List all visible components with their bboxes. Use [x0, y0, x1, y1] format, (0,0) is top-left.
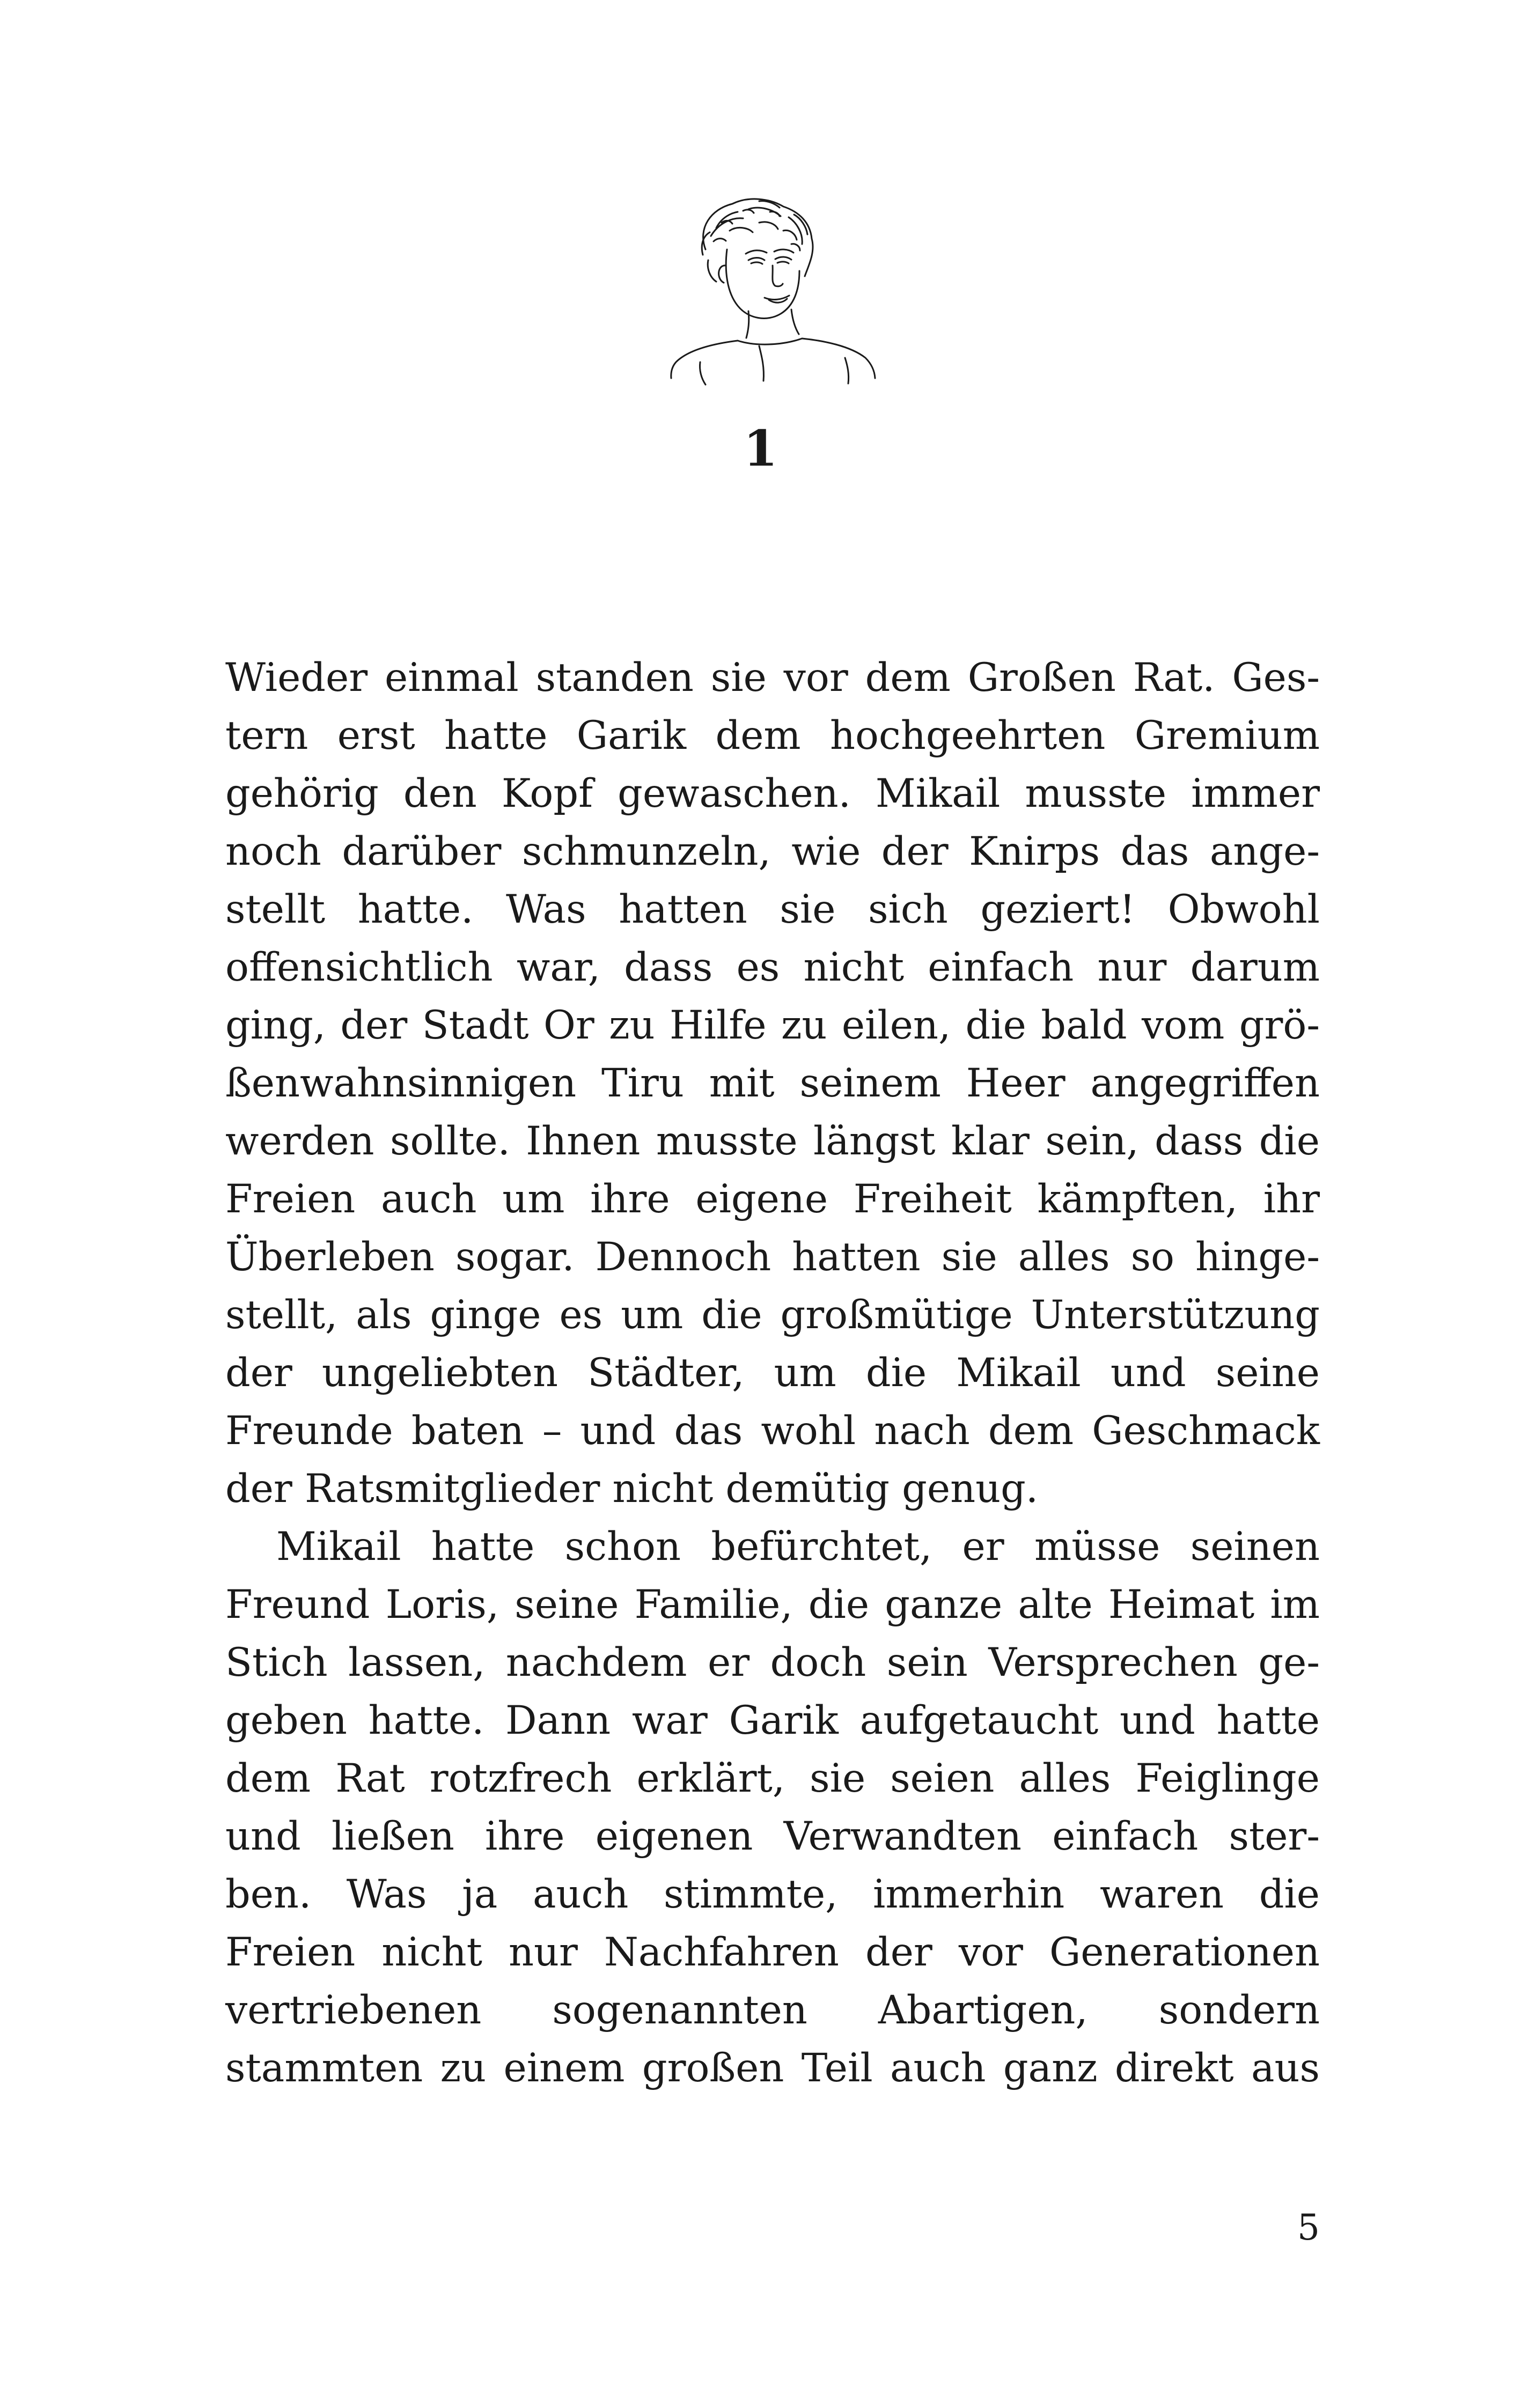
text-line: stammten zu einem großen Teil auch ganz direkt aus: [225, 2045, 1320, 2091]
text-line: vertriebenen sogenannten Abartigen, sondern: [225, 1987, 1320, 2033]
text-line: Stich lassen, nachdem er doch sein Versprechen ge-: [225, 1640, 1320, 1685]
text-line: Freunde baten – und das wohl nach dem Geschmack: [225, 1408, 1320, 1454]
text-line: und ließen ihre eigenen Verwandten einfach ster-: [225, 1814, 1320, 1859]
portrait-sketch-icon: [668, 185, 877, 389]
text-line: stellt, als ginge es um die großmütige Unterstützung: [225, 1292, 1320, 1338]
paragraph: [225, 1518, 1320, 2097]
text-line: der ungeliebten Städter, um die Mikail und seine: [225, 1350, 1320, 1396]
text-line: Mikail hatte schon befürchtet, er müsse seinen: [276, 1524, 1320, 1570]
text-line: ßenwahnsinnigen Tiru mit seinem Heer angegriffen: [225, 1061, 1320, 1106]
text-line: Freund Loris, seine Familie, die ganze alte Heimat im: [225, 1582, 1320, 1628]
text-line: werden sollte. Ihnen musste längst klar sein, dass die: [225, 1118, 1320, 1164]
text-line: Freien nicht nur Nachfahren der vor Generationen: [225, 1930, 1320, 1975]
text-line: dem Rat rotzfrech erklärt, sie seien alles Feiglinge: [225, 1756, 1320, 1801]
body-text: [225, 649, 1320, 2097]
text-line: Freien auch um ihre eigene Freiheit kämpften, ihr: [225, 1176, 1320, 1222]
text-line: geben hatte. Dann war Garik aufgetaucht und hatte: [225, 1698, 1320, 1743]
page-number: 5: [1297, 2207, 1320, 2248]
text-line: Wieder einmal standen sie vor dem Großen Rat. Ges-: [225, 655, 1320, 701]
text-line: Überleben sogar. Dennoch hatten sie alles so hinge-: [225, 1234, 1320, 1280]
text-line: noch darüber schmunzeln, wie der Knirps das ange-: [225, 829, 1320, 874]
paragraph: [225, 649, 1320, 1518]
chapter-number: 1: [743, 419, 778, 477]
text-line: ging, der Stadt Or zu Hilfe zu eilen, die bald vom grö-: [225, 1003, 1320, 1048]
text-line: gehörig den Kopf gewaschen. Mikail musste immer: [225, 771, 1320, 816]
text-line: stellt hatte. Was hatten sie sich geziert! Obwohl: [225, 887, 1320, 932]
text-line: tern erst hatte Garik dem hochgeehrten Gremium: [225, 713, 1320, 759]
text-line: der Ratsmitglieder nicht demütig genug.: [225, 1466, 1039, 1512]
text-line: ben. Was ja auch stimmte, immerhin waren die: [225, 1872, 1320, 1917]
text-line: offensichtlich war, dass es nicht einfach nur darum: [225, 945, 1320, 990]
